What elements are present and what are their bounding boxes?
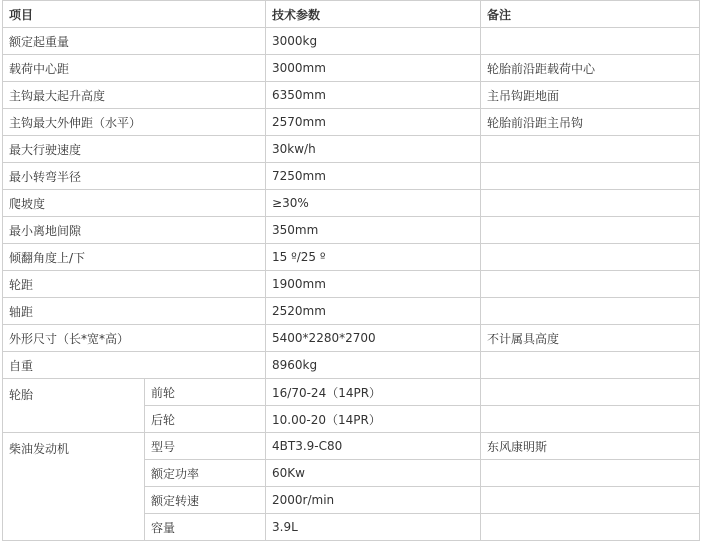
table-row <box>3 163 700 190</box>
row-note: 东风康明斯 <box>481 433 700 460</box>
row-note <box>481 298 700 325</box>
group-label-engine: 柴油发动机 <box>3 433 145 541</box>
row-note <box>481 271 700 298</box>
row-note <box>481 460 700 487</box>
table-row <box>3 433 700 460</box>
row-param: 3000mm <box>266 55 481 82</box>
row-sub-item: 前轮 <box>145 379 266 406</box>
row-item: 自重 <box>3 352 266 379</box>
row-param: 3.9L <box>266 514 481 541</box>
row-note: 不计属具高度 <box>481 325 700 352</box>
row-item: 载荷中心距 <box>3 55 266 82</box>
row-param: 2520mm <box>266 298 481 325</box>
table-row <box>3 28 700 55</box>
header-item: 项目 <box>3 1 266 28</box>
row-param: 8960kg <box>266 352 481 379</box>
row-param: 16/70-24（14PR） <box>266 379 481 406</box>
row-param: 7250mm <box>266 163 481 190</box>
table-row <box>3 217 700 244</box>
table-row <box>3 190 700 217</box>
row-note <box>481 487 700 514</box>
row-sub-item: 型号 <box>145 433 266 460</box>
table-row <box>3 244 700 271</box>
row-item: 最大行驶速度 <box>3 136 266 163</box>
row-param: 2570mm <box>266 109 481 136</box>
row-param: 3000kg <box>266 28 481 55</box>
row-param: 10.00-20（14PR） <box>266 406 481 433</box>
row-note <box>481 136 700 163</box>
row-item: 最小转弯半径 <box>3 163 266 190</box>
row-note <box>481 406 700 433</box>
row-sub-item: 额定功率 <box>145 460 266 487</box>
row-note <box>481 163 700 190</box>
row-item: 额定起重量 <box>3 28 266 55</box>
row-param: ≥30% <box>266 190 481 217</box>
table-row <box>3 325 700 352</box>
row-note: 轮胎前沿距载荷中心 <box>481 55 700 82</box>
row-item: 主钩最大起升高度 <box>3 82 266 109</box>
row-item: 倾翻角度上/下 <box>3 244 266 271</box>
row-note <box>481 190 700 217</box>
row-note: 轮胎前沿距主吊钩 <box>481 109 700 136</box>
row-param: 15 º/25 º <box>266 244 481 271</box>
row-param: 2000r/min <box>266 487 481 514</box>
table-row <box>3 298 700 325</box>
row-note <box>481 352 700 379</box>
row-item: 最小离地间隙 <box>3 217 266 244</box>
table-row <box>3 352 700 379</box>
row-item: 轴距 <box>3 298 266 325</box>
row-sub-item: 后轮 <box>145 406 266 433</box>
row-sub-item: 容量 <box>145 514 266 541</box>
table-row <box>3 55 700 82</box>
row-note <box>481 244 700 271</box>
table-row <box>3 271 700 298</box>
header-note: 备注 <box>481 1 700 28</box>
row-sub-item: 额定转速 <box>145 487 266 514</box>
row-item: 轮距 <box>3 271 266 298</box>
row-note: 主吊钩距地面 <box>481 82 700 109</box>
header-param: 技术参数 <box>266 1 481 28</box>
row-param: 1900mm <box>266 271 481 298</box>
row-note <box>481 514 700 541</box>
row-param: 350mm <box>266 217 481 244</box>
row-item: 外形尺寸（长*宽*高） <box>3 325 266 352</box>
row-param: 30kw/h <box>266 136 481 163</box>
table-header-row <box>3 1 700 28</box>
table-row <box>3 379 700 406</box>
row-item: 爬坡度 <box>3 190 266 217</box>
row-note <box>481 217 700 244</box>
spec-table <box>2 0 700 541</box>
row-param: 5400*2280*2700 <box>266 325 481 352</box>
group-label-tire: 轮胎 <box>3 379 145 433</box>
row-param: 6350mm <box>266 82 481 109</box>
row-param: 4BT3.9-C80 <box>266 433 481 460</box>
row-note <box>481 379 700 406</box>
row-param: 60Kw <box>266 460 481 487</box>
row-note <box>481 28 700 55</box>
row-item: 主钩最大外伸距（水平） <box>3 109 266 136</box>
table-row <box>3 82 700 109</box>
table-row <box>3 109 700 136</box>
table-row <box>3 136 700 163</box>
